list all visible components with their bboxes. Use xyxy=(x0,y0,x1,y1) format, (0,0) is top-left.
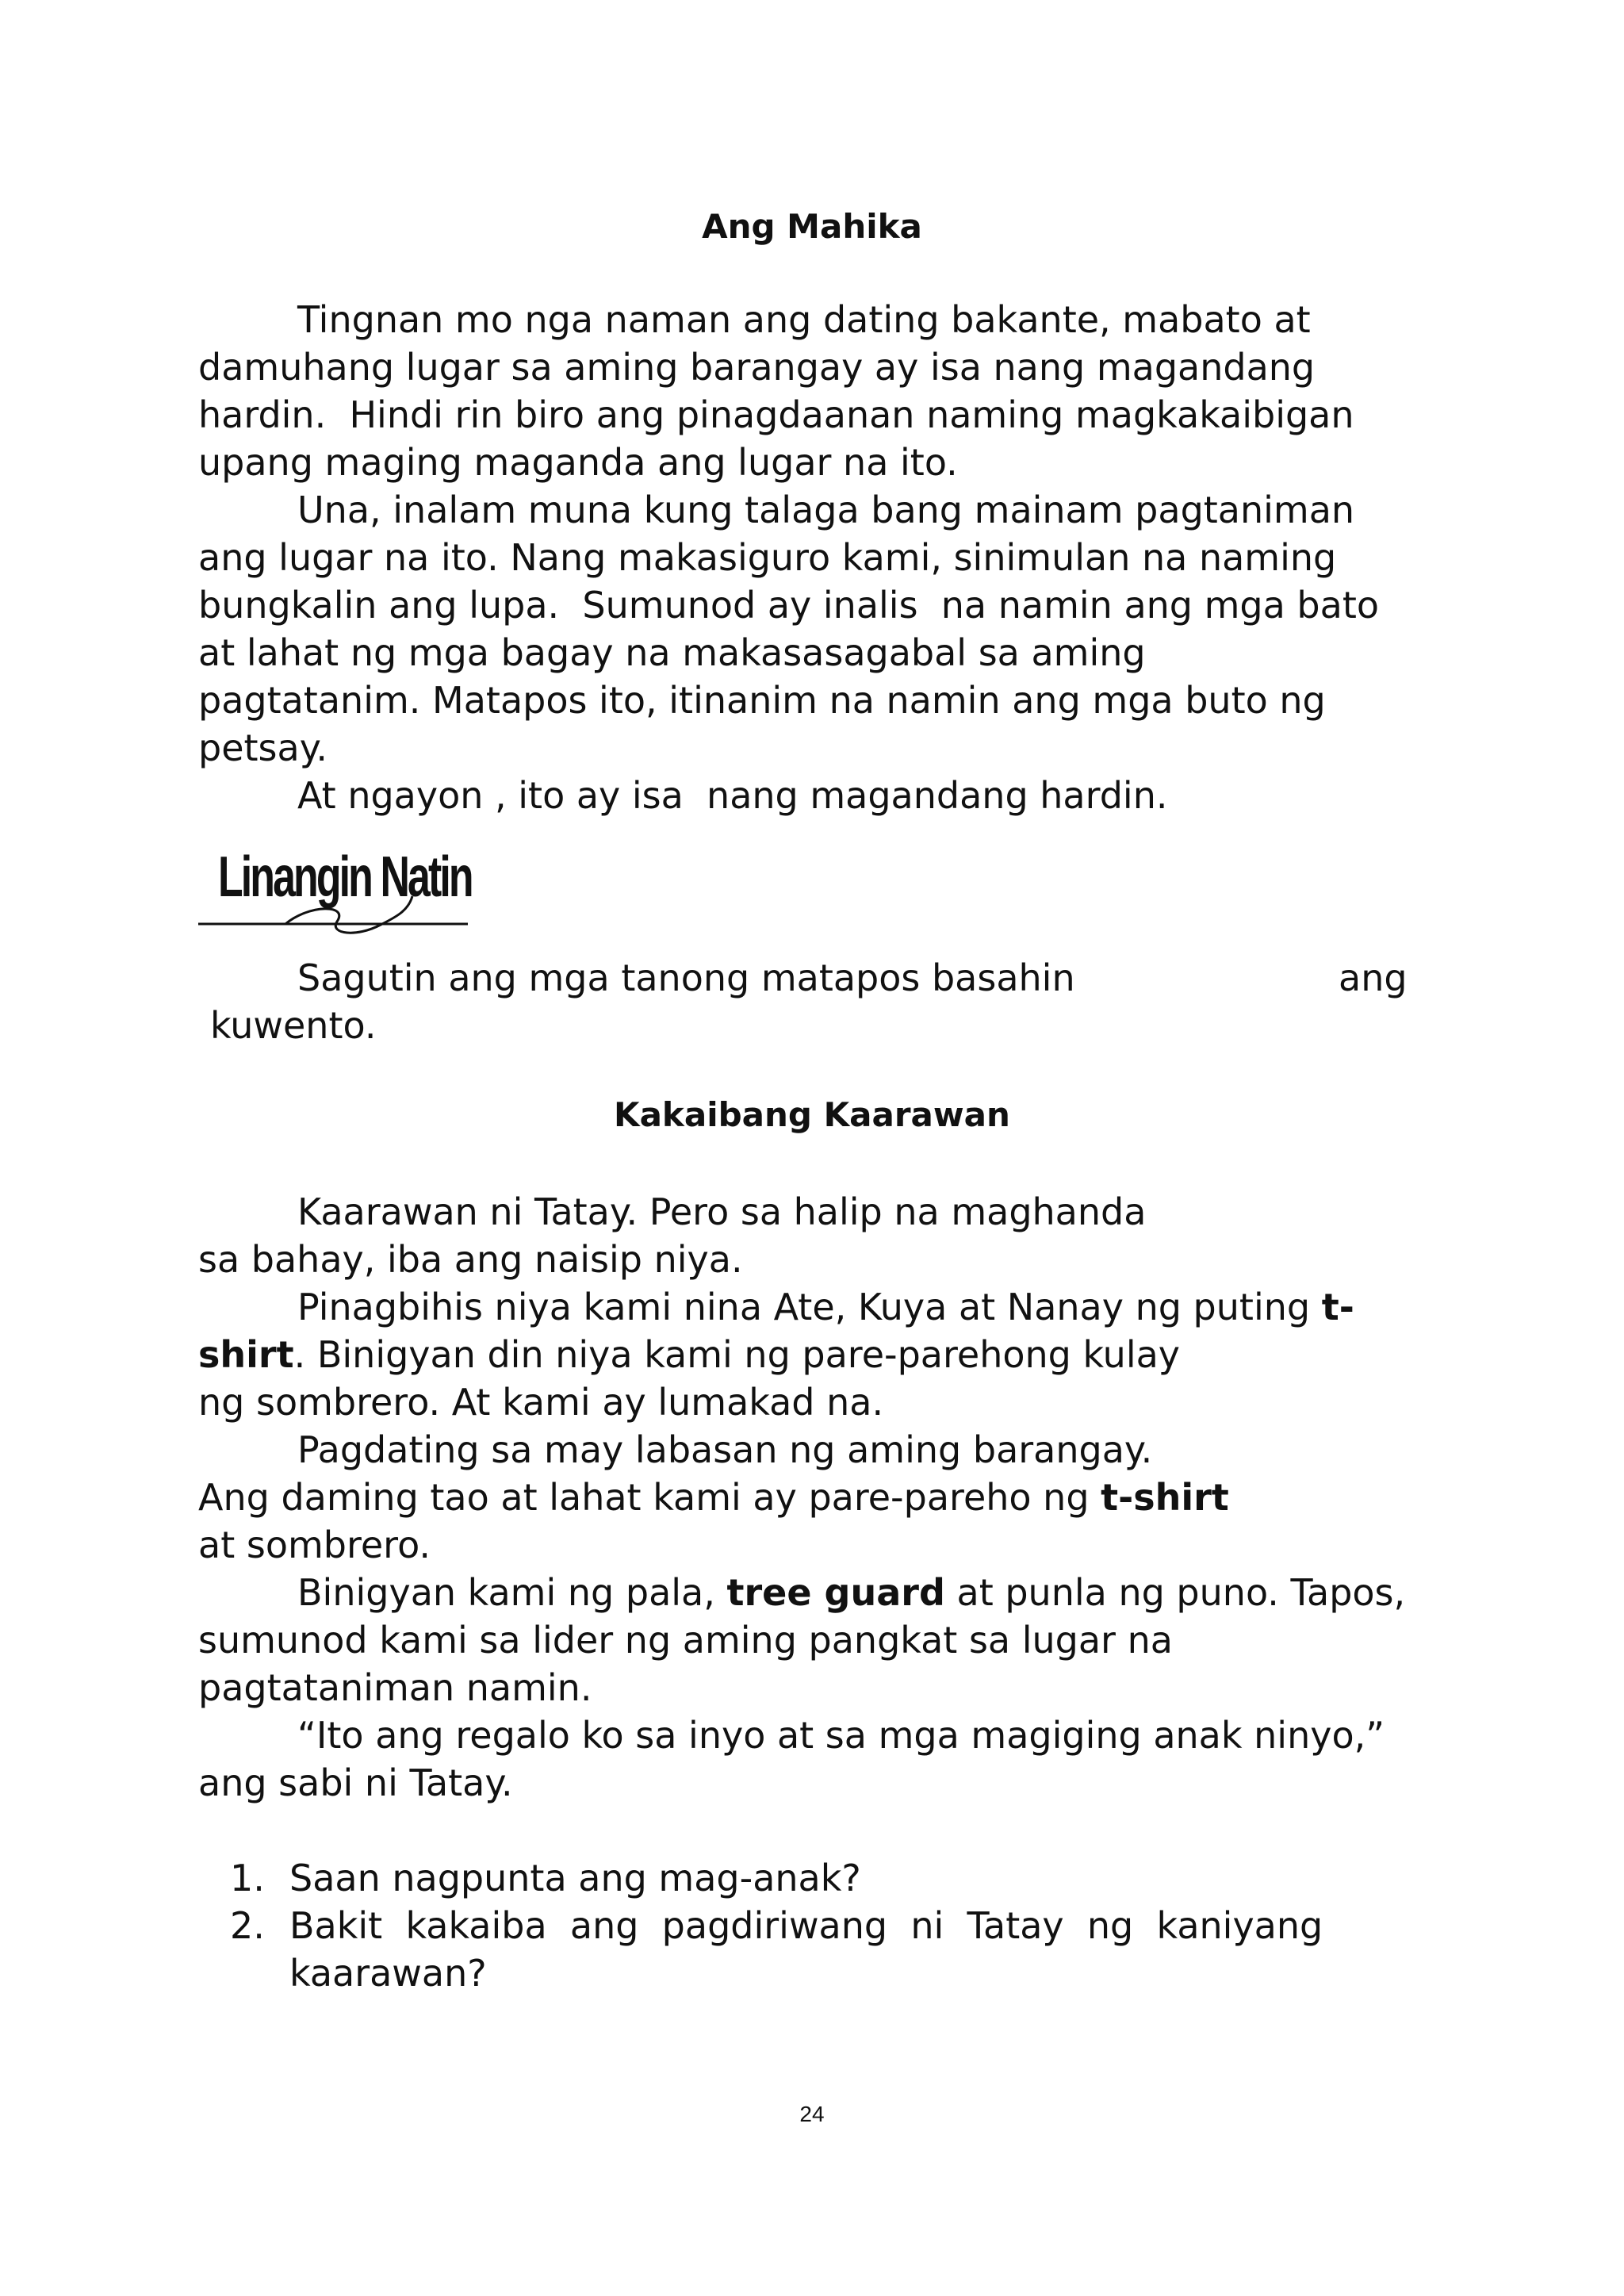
story-line: at lahat ng mga bagay na makasasagabal sa aming xyxy=(198,631,1146,674)
story-line: at sombrero. xyxy=(198,1524,431,1566)
story-line: At ngayon , ito ay isa nang magandang hardin. xyxy=(297,774,1168,817)
bold-text: tree guard xyxy=(726,1571,945,1614)
bold-text: t-shirt xyxy=(1101,1476,1229,1519)
story-line: hardin. Hindi rin biro ang pinagdaanan naming magkakaibigan xyxy=(198,393,1354,436)
story-line xyxy=(297,1286,1354,1328)
question-text: Saan nagpunta ang mag-anak? xyxy=(289,1857,861,1899)
question-text: Bakit kakaiba ang pagdiriwang ni Tatay ng kaniyang xyxy=(289,1904,1323,1947)
story-line: Pagdating sa may labasan ng aming barangay. xyxy=(297,1428,1153,1471)
story-line: sumunod kami sa lider ng aming pangkat sa lugar na xyxy=(198,1619,1173,1662)
story-line: sa bahay, iba ang naisip niya. xyxy=(198,1238,743,1281)
story-line: bungkalin ang lupa. Sumunod ay inalis na namin ang mga bato xyxy=(198,584,1380,627)
story-line: ang sabi ni Tatay. xyxy=(198,1761,513,1804)
story-line xyxy=(198,1476,1229,1519)
story-title: Kakaibang Kaarawan xyxy=(614,1095,1010,1134)
story-line: petsay. xyxy=(198,726,327,769)
story-line: pagtataniman namin. xyxy=(198,1666,592,1709)
story-line: ng sombrero. At kami ay lumakad na. xyxy=(198,1381,884,1424)
page-number: 24 xyxy=(799,2102,825,2126)
story-title: Ang Mahika xyxy=(702,207,922,246)
bold-text: shirt xyxy=(198,1333,294,1376)
text-segment: Binigyan kami ng pala, xyxy=(297,1571,727,1614)
story-line: “Ito ang regalo ko sa inyo at sa mga magiging anak ninyo,” xyxy=(297,1714,1385,1757)
text-segment: Ang daming tao at lahat kami ay pare-pareho ng xyxy=(198,1476,1101,1519)
text-segment: . Binigyan din niya kami ng pare-parehong kulay xyxy=(293,1333,1181,1376)
story-line: ang lugar na ito. Nang makasiguro kami, sinimulan na naming xyxy=(198,536,1337,579)
instruction-line-end: ang xyxy=(1339,956,1408,999)
question-number: 1. xyxy=(230,1857,265,1899)
question-text: kaarawan? xyxy=(289,1952,487,1995)
story-line xyxy=(198,1333,1181,1376)
story-line xyxy=(297,1571,1406,1614)
story-line: Kaarawan ni Tatay. Pero sa halip na maghanda xyxy=(297,1190,1147,1233)
question-number: 2. xyxy=(230,1904,265,1947)
text-segment: Pinagbihis niya kami nina Ate, Kuya at Nanay ng puting xyxy=(297,1286,1322,1328)
instruction-line: Sagutin ang mga tanong matapos basahin xyxy=(297,956,1075,999)
linangin-natin-banner xyxy=(198,845,472,936)
story-line: damuhang lugar sa aming barangay ay isa nang magandang xyxy=(198,346,1316,389)
text-segment: at punla ng puno. Tapos, xyxy=(944,1571,1406,1614)
bold-text: t- xyxy=(1321,1286,1354,1328)
story-line: Tingnan mo nga naman ang dating bakante, mabato at xyxy=(297,298,1311,341)
story-line: Una, inalam muna kung talaga bang mainam pagtaniman xyxy=(297,489,1355,531)
story-line: pagtatanim. Matapos ito, itinanim na namin ang mga buto ng xyxy=(198,679,1326,722)
banner-label: Linangin Natin xyxy=(218,845,472,909)
instruction-line: kuwento. xyxy=(210,1004,377,1047)
story-line: upang maging maganda ang lugar na ito. xyxy=(198,441,958,484)
